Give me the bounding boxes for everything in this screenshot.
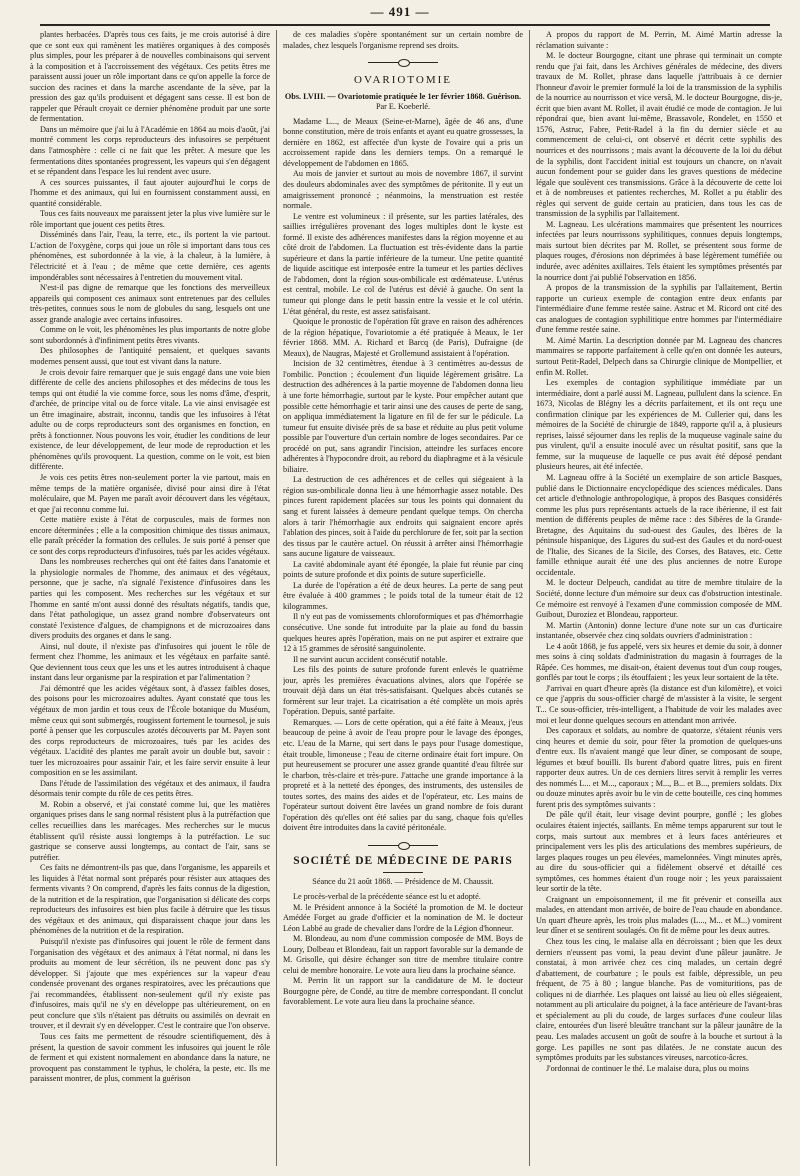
header-rule <box>40 24 770 26</box>
paragraph: N'est-il pas digne de remarque que les fonctions des merveilleux appareils qui composent ces animaux sont entretenues par des cellules très-petites, connues sous le nom de globules du sang, lesquels ont une assez grande analogie avec certains infusoires. <box>30 283 270 324</box>
observation-title: Obs. LVIII. — Ovariotomie pratiquée le 1er février 1868. Guérison. <box>284 91 522 101</box>
ornament-divider <box>368 59 438 67</box>
paragraph: Dans les nombreuses recherches qui ont été faites dans l'anatomie et la physiologie normales de l'homme, des animaux et des végétaux, personne, que je sache, n'a signalé l'existence d'infusoires dans les parties qui les composent. Mes recherches sur les végétaux et sur l'homme en santé m'ont aussi donné des résultats négatifs, tandis que, dans l'état pathologique, un assez grand nombre d'observateurs ont constaté l'existence d'algues, de champignons et de microzoaires dans divers produits des organes et dans le sang. <box>30 557 270 641</box>
paragraph: M. Robin a observé, et j'ai constaté comme lui, que les matières organiques prises dans le sang normal résistent plus à la putréfaction que celles recueillies dans les marécages. Mes recherches sur le mucus établissent qu'il résiste aussi longtemps à la putréfaction. Le suc gastrique se conserve aussi longtemps, au contact de l'air, sans se putréfier. <box>30 799 270 862</box>
column-divider <box>529 30 530 1166</box>
paragraph: Je crois devoir faire remarquer que je suis engagé dans une voie bien différente de celle des anciens philosophes et des médecins de tous les temps qui ont étudié la vie comme force, sous les noms d'âme, d'esprit, d'archée, de principe vital ou de force vitale. La vie ainsi envisagée est un être imaginaire, abstrait, inconnu, tandis que les infusoires à l'état adulte ou de corps reproducteurs sont des organismes en fonction, en prêts à fonctionner. Nous pouvons les voir, étudier les conditions de leur existence, de leur développement, de leur mode de reproduction et les phénomènes qu'ils provoquent. La question, comme on le voit, est bien différente. <box>30 367 270 472</box>
column-right <box>536 30 782 1170</box>
seance-line: Séance du 21 août 1868. — Présidence de M. Chaussit. <box>312 877 494 887</box>
paragraph: M. le Président annonce à la Société la promotion de M. le docteur Amédée Forget au grade d'officier et la nomination de M. le docteur Léon Labbé au grade de chevalier dans l'ordre de la Légion d'honneur. <box>283 902 523 933</box>
paragraph: Je vois ces petits êtres non-seulement porter la vie partout, mais en même temps de la matière organisée, divisé pour ainsi dire à l'état moléculaire, que M. Payen me paraît avoir découvert dans les végétaux, et que j'ai reconnu comme lui. <box>30 472 270 514</box>
paragraph: J'ordonnai de continuer le thé. Le malaise dura, plus ou moins <box>546 1063 749 1073</box>
observation-body <box>283 117 523 834</box>
society-body <box>283 892 523 1008</box>
paragraph: Madame L..., de Meaux (Seine-et-Marne), âgée de 46 ans, d'une bonne constitution, mère de trois enfants et ayant eu quatre grossesses, la dernière en 1862, est affectée d'un kyste de l'ovaire qui a pris un accroissement rapide dans les derniers temps. On a remarqué le développement de l'abdomen en 1865. <box>283 116 523 168</box>
paragraph: Craignant un empoisonnement, il me fit prévenir et conseilla aux malades, en attendant mon arrivée, de boire de l'eau chaude en abondance. Un quart d'heure après, les trois plus malades (L..., M... et M...) vomirent leur dîner et se sentirent soulagés. On fit de même pour les deux autres. <box>536 894 782 936</box>
society-title: SOCIÉTÉ DE MÉDECINE DE PARIS <box>293 854 513 867</box>
paragraph: Incision de 32 centimètres, étendue à 3 centimètres au-dessus de l'ombilic. Ponction ; écoulement d'un liquide légèrement grisâtre. La destruction des adhérences à la partie moyenne de l'abdomen donna lieu à une forte hémorrhagie, surtout par le kyste. Pour empêcher autant que possible cette hémorrhagie et tarir ainsi une des causes de perte de sang, on appliqua immédiatement la ligature en fil de fer sur le pédicule. La tumeur fut ensuite divisée près de sa base et réduite au plus petit volume possible par l'ouverture d'un certain nombre de loges secondaires. Par ce procédé on put, sans agrandir l'incision, atteindre les surfaces encore adhérentes à l'hypocondre droit, au rebord du diaphragme et à la vésicule biliaire. <box>283 359 523 474</box>
paragraph: Il n'y eut pas de vomissements chloroformiques et pas d'hémorrhagie consécutive. Une sonde fut introduite par la plaie au fond du bassin quelques heures après l'opération, mais on ne put aspirer et extraire que 12 à 15 grammes de sérosité sanguinolente. <box>283 612 523 654</box>
paragraph: A propos de la transmission de la syphilis par l'allaitement, Bertin rapporte un curieux exemple de contagion entre deux enfants par l'intermédiaire d'une femme restée saine. Astruc et M. Ricord ont cité des cas analogues de contagion syphilitique entre hommes par l'intermédiaire d'une femme restée saine. <box>536 283 782 335</box>
title-rule <box>383 872 423 873</box>
paragraph: Les exemples de contagion syphilitique immédiate par un intermédiaire, dont a parlé aussi M. Lagneau, pullulent dans la science. En 1673, Nicolas de Blégny les a décrits parfaitement, et ils ont reçu une confirmation clinique par les expériences de M. Cullerier qui, dans les mémoires de la Société de chirurgie de 1849, rapporte qu'il a, à plusieurs reprises, laissé séjourner dans les replis de la muqueuse vaginale saine du pus virulent, qu'il a ensuite inoculé avec un résultat positif, sans que la femme, sur la muqueuse de laquelle ce pus avait été déposé pendant plusieurs heures, ait été infectée. <box>536 378 782 472</box>
intro-paragraph: de ces maladies s'opère spontanément sur un certain nombre de malades, chez lesquels l'organisme reprend ses droits. <box>283 30 523 50</box>
paragraph: La destruction de ces adhérences et de celles qui siégeaient à la région sus-ombilicale donna lieu à une hémorrhagie assez notable. Des pinces furent rapidement placées sur tous les points qui donnaient du sang et furent laissées à demeure pendant quelque temps. On chercha alors à tarir l'hémorrhagie aux endroits qui saignaient encore après l'ablation des pinces, soit à l'aide du perchlorure de fer, soit par la section des tissus par le cautère actuel. On réussit à arrêter ainsi l'hémorrhagie sans aucune ligature de vaisseaux. <box>283 475 523 559</box>
observation-author: Par E. Koeberlé. <box>375 102 431 112</box>
paragraph: Tous ces faits nouveaux me paraissent jeter la plus vive lumière sur le rôle important que jouent ces petits êtres. <box>30 209 270 229</box>
paragraph: Disséminés dans l'air, l'eau, la terre, etc., ils portent la vie partout. L'action de l'oxygène, corps qui joue un rôle si important dans tous ces phénomènes, est subordonnée à la vie, à la chaleur, à la lumière, à l'électricité et à l'eau ; de même que cette dernière, ces agents impondérables sont nécessaires à l'entretien du mouvement vital. <box>30 230 270 282</box>
paragraph: J'ai démontré que les acides végétaux sont, à d'assez faibles doses, des poisons pour les microzoaires adultes. Ayant constaté que tous les végétaux de mon jardin et tous ceux de l'École botanique du Muséum, même ceux qui sont submergés, rougissent fortement le tournesol, je suis porté à penser que les corpuscules azotés découverts par M. Payen sont des corps reproducteurs de microzoaires, tués par les acides des végétaux. L'acidité des plantes me paraît avoir un double but, savoir : tuer les microzoaires pour assainir l'air, et les faire servir ensuite à leur composition en se les assimilant. <box>30 683 270 778</box>
paragraph: Ces faits ne démontrent-ils pas que, dans l'organisme, les appareils et les liquides à l'état normal sont préparés pour résister aux attaques des ferments vivants ? On comprend, d'après les faits connus de la digestion, de la nutrition et de la respiration, que l'organisation si délicate des corps reproducteurs des infusoires est bien plus facile à détruire que les tissus des végétaux et des animaux, qui disparaissent chaque jour dans les phénomènes de la nutrition et de la respiration. <box>30 863 270 936</box>
paragraph: M. Blondeau, au nom d'une commission composée de MM. Boys de Loury, Dolbeau et Blondeau, fait un rapport favorable sur la demande de M. Grisolle, qui désire échanger son titre de membre titulaire contre celui de membre honoraire. Le vote aura lieu dans la prochaine séance. <box>283 934 523 975</box>
paragraph: Comme on le voit, les phénomènes les plus importants de notre globe sont subordonnés à d'infiniment petits êtres vivants. <box>30 325 270 345</box>
paragraph: M. le docteur Bourgogne, citant une phrase qui terminait un compte rendu que j'ai fait, dans les Archives générales de médecine, des divers travaux de M. Rollet, phrase dans laquelle j'attribuais à ce dernier l'honneur d'avoir le premier formulé la loi de la transmission de la syphilis de la nourrice au nourrisson et vice versâ, M. le docteur Bourgogne, dis-je, écrit que bien avant M. Rollet, il avait étudié ce mode de contagion. Je lui répondrai que, bien avant lui-même, Brassavole, Rondelet, en 1550 et 1576, Astruc, Fabre, Petit-Radel à la fin du dernier siècle et au commencement de celui-ci, ont observé et décrit cette syphilis des nourrices et des nourrissons ; mais avant la découverte de la loi du début de la syphilis, dont l'accident initial est toujours un chancre, on n'avait aucun fondement pour se guider dans les graves questions de médecine légale que soulèvent ces transmissions. Grâce à la découverte de cette loi et à de nombreuses et patientes recherches, M. Rollet a pu établir des règles qui servent de guide certain au praticien, dans tous les cas de transmission de la syphilis par l'allaitement. <box>536 51 782 219</box>
paragraph: M. Martin (Antonin) donne lecture d'une note sur un cas d'urticaire instantanée, observée chez cinq soldats ouvriers d'administration : <box>536 620 782 641</box>
paragraph: Puisqu'il n'existe pas d'infusoires qui jouent le rôle de ferment dans l'organisation des végétaux et des animaux à l'état normal, ni dans les produits au moment de leur sécrétion, ils ne peuvent donc pas s'y développer. Si j'ajoute que mes expériences sur la vapeur d'eau condensée provenant des organes respiratoires, avec les précautions que j'ai recommandées, établissent non-seulement qu'il n'y existe pas d'infusoires, mais qu'il ne s'y en développe pas ultérieurement, on en peut conclure que s'ils n'étaient pas détruits ou assimilés on devrait en trouver, et il devrait s'y en développer. C'est le contraire que l'on observe. <box>30 937 270 1031</box>
paragraph: M. Perrin lit un rapport sur la candidature de M. le docteur Bourgogne père, de Condé, au titre de membre correspondant. Il conclut favorablement. Le vote aura lieu dans la prochaine séance. <box>283 976 523 1007</box>
paragraph: Tous ces faits me permettent de résoudre scientifiquement, dès à présent, la question de savoir comment les infusoires qui jouent le rôle de ferment et qui existent normalement en abondance dans la nature, ne provoquent pas constamment le typhus, le choléra, la peste, etc. Ils me paraissent montrer, de plus, comment la guérison <box>30 1031 270 1084</box>
paragraph: J'arrivai en quart d'heure après (la distance est d'un kilomètre), et voici ce que j'appris du sous-officier chargé de m'assister à la visite, le sergent T... Ce sous-officier, très-intelligent, a l'habitude de voir les malades avec moi et leur donne quelques secours en attendant mon arrivée. <box>536 683 782 725</box>
paragraph: Dans un mémoire que j'ai lu à l'Académie en 1864 au mois d'août, j'ai montré comment les corps reproducteurs des infusoires se perpétuent dans l'atmosphère : celle ci ne fait que les prêter. A mesure que les fermentations dites spontanées progressent, les vapeurs qui s'en dégagent et se répandent dans l'espace les lui rendent avec usure. <box>30 124 270 177</box>
paragraph: Les fils des points de suture profonde furent enlevés le quatrième jour, après les premières évacuations alvines, alors que l'opérée se trouvait déjà dans un état très-satisfaisant. Quelques abcès cutanés se formèrent sur leur trajet. La cicatrisation a été complète un mois après l'opération. Depuis, santé parfaite. <box>283 665 523 717</box>
paragraph: plantes herbacées. D'après tous ces faits, je me crois autorisé à dire que ce sont eux qui ramènent les matières organiques à des composés plus simples, pour les préparer à de nouvelles combinaisons qui servent à la composition et à l'accroissement des végétaux. Ces petits êtres me paraissent aussi jouer un rôle important dans ce qu'on appelle la force de succion des racines et dans la marche ascendante de la sève, par la pression des gaz qu'ils produisent et dégagent sans cesse. Il est bon de rappeler que Pérault croyait ce dernier phénomène produit par une sorte de fermentation. <box>30 30 270 124</box>
ornament-divider <box>368 842 438 850</box>
paragraph: Ainsi, nul doute, il n'existe pas d'infusoires qui jouent le rôle de ferment chez l'homme, les animaux et les végétaux en parfaite santé. Que deviennent tous ceux que les uns et les autres introduisent à chaque instant dans leur organisme par la respiration et par l'alimentation ? <box>30 641 270 683</box>
column-middle <box>283 30 523 1170</box>
paragraph: A propos du rapport de M. Perrin, M. Aimé Martin adresse la réclamation suivante : <box>536 30 782 50</box>
paragraph: De pâle qu'il était, leur visage devint pourpre, gonflé ; les globes oculaires étaient injectés, saillants. En même temps apparurent sur tout le corps, mais surtout aux membres et à leurs faces antérieures et principalement vers les plis des articulations des membres supérieurs, de larges plaques rouges un peu élevées, mamelonnées. Vingt minutes après, au dire du sous-officier qui a fidèlement observé et détaillé ces symptômes, ces hommes étaient d'un rouge noir ; les yeux paraissaient leur sortir de la tête. <box>536 810 782 894</box>
paragraph: Dans l'étude de l'assimilation des végétaux et des animaux, il faudra désormais tenir compte du rôle de ces petits êtres. <box>30 778 270 799</box>
paragraph: Cette matière existe à l'état de corpuscules, mais de formes non encore déterminées ; elle a la composition chimique des tissus animaux, elle paraît précéder la formation des cellules. Je suis porté à penser que ce sont des corps reproducteurs d'infusoires, tués par les acides végétaux. <box>30 515 270 556</box>
paragraph: Quoique le pronostic de l'opération fût grave en raison des adhérences de la région hépatique, l'ovariotomie a été pratiquée à Meaux, le 1er février 1868. MM. A. Richard et Barcq (de Paris), Dufraigne (de Meaux), de Naugras, Majesté et Grollemund assistaient à l'opération. <box>283 317 523 358</box>
section-title: OVARIOTOMIE <box>354 74 452 87</box>
paragraph: Remarques. — Lors de cette opération, qui a été faite à Meaux, j'eus beaucoup de peine à avoir de l'eau propre pour le lavage des éponges, etc. L'eau de la Marne, qui sert dans le pays pour l'usage domestique, était trouble, limoneuse ; l'eau de citerne ordinaire était fort impure. On put heureusement se procurer une assez grande quantité d'eau filtrée sur le charbon, très-claire et très-pure. J'attache une grande importance à la propreté et à la netteté des éponges, des instruments, des ustensiles de toutes sortes, des mains des aides et de l'opérateur, etc. Les mains de l'opérateur surtout doivent être lavées un grand nombre de fois durant l'opération dès qu'elles ont été salies par du sang, chaque fois qu'elles doivent être introduites dans la cavité péritonéale. <box>283 717 523 833</box>
column-left <box>30 30 270 1170</box>
paragraph: Chez tous les cinq, le malaise alla en décroissant ; bien que les deux derniers n'eussent pas vomi, la peau devint d'une pâleur jaunâtre. Je constatai, à mon arrivée chez ces cinq malades, un certain degré d'abattement, de courbature ; le pouls est faible, dépressible, un peu fréquent, de 75 à 80 ; langue blanche. Pas de vomituritions, pas de coliques ni de diarrhée. Les plaques ont laissé au lieu où elles siégeaient, notamment au pli articulaire du poignet, à la face antérieure de l'avant-bras et spécialement au pli du coude, de larges surfaces d'une couleur lilas claire, entourées d'un liseré bleuâtre tranchant sur la pâleur jaunâtre de la peau. Les malades accusent un goût de soufre à la bouche et surtout à la gorge. Les papilles ne sont pas dilatées. Je ne constate aucun des symptômes produits par les substances vireuses, narcotico-âcres. <box>536 937 782 1063</box>
paragraph: M. le docteur Delpeuch, candidat au titre de membre titulaire de la Société, donne lecture d'un mémoire sur deux cas d'obstruction intestinale. Ce mémoire est renvoyé à l'examen d'une commission composée de MM. Guibout, Duroziez et Blondeau, rapporteur. <box>536 578 782 620</box>
paragraph: M. Aimé Martin. La description donnée par M. Lagneau des chancres mammaires se rapporte parfaitement à celle qu'en ont donnée les auteurs, surtout Petit-Radel, Delpech dans sa Chirurgie clinique de Montpellier, et enfin M. Rollet. <box>536 335 782 377</box>
paragraph: A ces sources puissantes, il faut ajouter aujourd'hui le corps de l'homme et des animaux, qui lui en fournissent constamment aussi, en quantité considérable. <box>30 177 270 208</box>
paragraph: Au mois de janvier et surtout au mois de novembre 1867, il survint des douleurs abdominales avec des symptômes de péritonite. Il y eut un amaigrissement prononcé ; néanmoins, la menstruation est restée normale. <box>283 169 523 211</box>
paragraph: La durée de l'opération a été de deux heures. La perte de sang peut être évaluée à 400 grammes ; le poids total de la tumeur était de 12 kilogrammes. <box>283 580 523 611</box>
paragraph: M. Lagneau offre à la Société un exemplaire de son article Basques, publié dans le Dictionnaire encyclopédique des sciences médicales. Dans cet article d'ethnologie anthropologique, à propos des Basques considérés comme les plus purs représentants actuels de la race ibérienne, il est fait mention de différents peuples de même race : des Sibères de la Grande-Bretagne, des Aquitains du sud-ouest des Gaules, des Ibères de la péninsule hispanique, des Ligures du sud-est des Gaules et du nord-ouest de l'Italie, des Sicanes de la Sicile, des Corses, des Bataves, etc. Cette famille ethnique aurait été une des plus anciennes de notre Europe occidentale. <box>536 472 782 577</box>
paragraph: Des philosophes de l'antiquité pensaient, et quelques savants modernes pensent aussi, que tout est vivant dans la nature. <box>30 346 270 366</box>
paragraph: Le ventre est volumineux : il présente, sur les parties latérales, des saillies irrégulières provenant des loges multiples dont le kyste est formé. Il existe des adhérences manifestes dans la région moyenne et au côté droit de l'abdomen. La fluctuation est très-évidente dans la partie supérieure et dans la partie inférieure de la tumeur. Une petite quantité de liquide ascitique est interposée entre la tumeur et les parties déclives de l'abdomen, dont la région sous-ombilicale est œdémateuse. L'utérus est central, mobile. Le col de l'utérus est dévié à gauche. On sent la tumeur qui plonge dans le petit bassin entre la vessie et le col utérin. L'état général, du reste, est assez satisfaisant. <box>283 211 523 316</box>
paragraph: Des caporaux et soldats, au nombre de quatorze, s'étaient réunis vers cinq heures et demie du soir, pour fêter la promotion de quelques-uns d'entre eux. Ils n'avaient mangé que leur dîner, se composant de soupe, légumes et bœuf bouilli. Ils burent d'abord quatre litres, puis en firent rapporter deux autres. Un de ces derniers litres servit à remplir les verres des nommés L... et M..., caporaux ; M..., B... et B..., premiers soldats. Dix ou douze minutes après avoir bu le vin de cette bouteille, ces cinq hommes furent pris des symptômes suivants : <box>536 726 782 809</box>
paragraph: Il ne survint aucun accident consécutif notable. <box>293 654 448 664</box>
page-number: — 491 — <box>370 4 430 19</box>
paragraph: Le procès-verbal de la précédente séance est lu et adopté. <box>293 892 481 902</box>
paragraph: M. Lagneau. Les ulcérations mammaires que présentent les nourrices infectées par leurs nourrissons syphilitiques, connues depuis longtemps, mais surtout bien décrites par M. Rollet, se présentent sous forme de plaques rouges, d'érosions non déprimées à base légèrement tuméfiée ou indurée, avec adénites axillaires. Tels étaient les symptômes présentés par la nourrice dont j'ai publié l'observation en 1856. <box>536 219 782 282</box>
paragraph: La cavité abdominale ayant été épongée, la plaie fut réunie par cinq points de suture profonde et dix points de suture superficielle. <box>283 559 523 580</box>
column-divider <box>276 30 277 1166</box>
paragraph: Le 4 août 1868, je fus appelé, vers six heures et demie du soir, à donner mes soins à cinq soldats d'administration du magasin à fourrages de la Râpée. Ces hommes, me disait-on, étaient devenus tout d'un coup rouges, gonflés par tout le corps ; ils étouffaient ; les yeux leur sortaient de la tête. <box>536 641 782 683</box>
